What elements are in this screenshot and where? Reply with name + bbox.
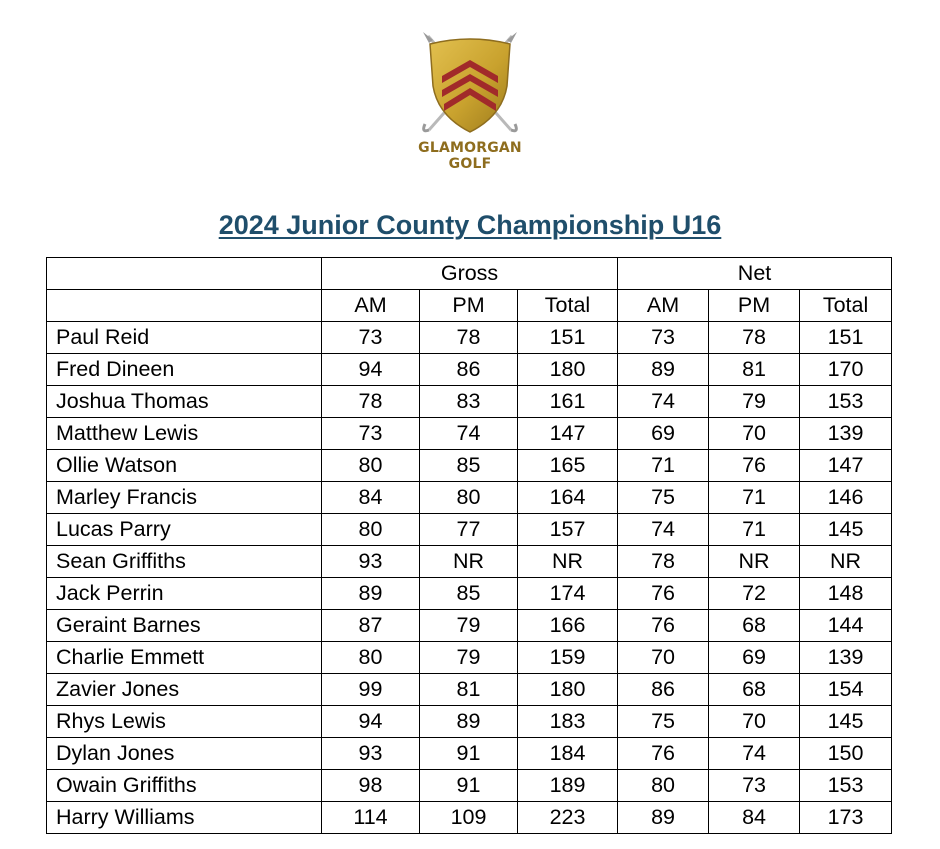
gross-pm-cell: 89: [420, 706, 518, 738]
table-row: [47, 482, 892, 514]
logo-text: GLAMORGAN GOLF: [418, 140, 522, 172]
net-am-cell: 74: [618, 386, 709, 418]
gross-am-cell: 87: [322, 610, 420, 642]
net-am-cell: 76: [618, 738, 709, 770]
table-row: [47, 386, 892, 418]
player-name-cell: Owain Griffiths: [47, 770, 322, 802]
crest-shield-icon: [398, 30, 542, 140]
net-pm-cell: 71: [709, 482, 800, 514]
player-name-cell: Zavier Jones: [47, 674, 322, 706]
gross-total-cell: 164: [518, 482, 618, 514]
net-pm-cell: 78: [709, 322, 800, 354]
header-cell-blank: [47, 258, 322, 290]
header-net: Net: [618, 258, 892, 290]
net-pm-cell: 71: [709, 514, 800, 546]
player-name-cell: Matthew Lewis: [47, 418, 322, 450]
player-name-cell: Joshua Thomas: [47, 386, 322, 418]
glamorgan-golf-logo: [398, 30, 542, 172]
player-name-cell: Geraint Barnes: [47, 610, 322, 642]
net-pm-cell: 76: [709, 450, 800, 482]
gross-am-cell: 73: [322, 418, 420, 450]
net-total-cell: 145: [800, 706, 892, 738]
gross-total-cell: 151: [518, 322, 618, 354]
player-name-cell: Dylan Jones: [47, 738, 322, 770]
table-row: [47, 642, 892, 674]
gross-pm-cell: NR: [420, 546, 518, 578]
gross-am-cell: 93: [322, 546, 420, 578]
net-total-cell: 150: [800, 738, 892, 770]
net-am-cell: 76: [618, 578, 709, 610]
gross-total-cell: 166: [518, 610, 618, 642]
net-am-cell: 86: [618, 674, 709, 706]
net-total-cell: 173: [800, 802, 892, 834]
table-row: [47, 738, 892, 770]
net-pm-cell: 68: [709, 674, 800, 706]
gross-total-cell: 147: [518, 418, 618, 450]
net-total-cell: 151: [800, 322, 892, 354]
gross-am-cell: 73: [322, 322, 420, 354]
gross-am-cell: 80: [322, 642, 420, 674]
table-row: [47, 546, 892, 578]
player-name-cell: Lucas Parry: [47, 514, 322, 546]
player-name-cell: Fred Dineen: [47, 354, 322, 386]
gross-pm-cell: 91: [420, 770, 518, 802]
net-am-cell: 89: [618, 354, 709, 386]
net-pm-cell: NR: [709, 546, 800, 578]
net-pm-cell: 70: [709, 418, 800, 450]
net-pm-cell: 72: [709, 578, 800, 610]
net-total-cell: 170: [800, 354, 892, 386]
gross-total-cell: 184: [518, 738, 618, 770]
gross-am-cell: 78: [322, 386, 420, 418]
table-row: [47, 450, 892, 482]
net-am-cell: 73: [618, 322, 709, 354]
net-total-cell: 147: [800, 450, 892, 482]
gross-pm-cell: 74: [420, 418, 518, 450]
net-am-cell: 78: [618, 546, 709, 578]
gross-am-cell: 93: [322, 738, 420, 770]
net-am-cell: 80: [618, 770, 709, 802]
player-name-cell: Harry Williams: [47, 802, 322, 834]
net-total-cell: 154: [800, 674, 892, 706]
page-title: 2024 Junior County Championship U16: [218, 210, 722, 240]
header-gross: Gross: [322, 258, 618, 290]
gross-pm-cell: 77: [420, 514, 518, 546]
net-total-cell: 146: [800, 482, 892, 514]
player-name-cell: Charlie Emmett: [47, 642, 322, 674]
gross-total-cell: 161: [518, 386, 618, 418]
gross-am-cell: 84: [322, 482, 420, 514]
gross-total-cell: NR: [518, 546, 618, 578]
net-total-cell: 139: [800, 642, 892, 674]
scores-table: [46, 257, 892, 834]
sub-header-net-total: Total: [800, 290, 892, 322]
sub-header-row: [47, 290, 892, 322]
table-row: [47, 514, 892, 546]
net-am-cell: 76: [618, 610, 709, 642]
net-pm-cell: 81: [709, 354, 800, 386]
table-row: [47, 802, 892, 834]
table-row: [47, 706, 892, 738]
gross-am-cell: 99: [322, 674, 420, 706]
net-am-cell: 71: [618, 450, 709, 482]
net-am-cell: 75: [618, 706, 709, 738]
sub-header-gross-pm: PM: [420, 290, 518, 322]
table-row: [47, 418, 892, 450]
sub-header-gross-am: AM: [322, 290, 420, 322]
gross-pm-cell: 81: [420, 674, 518, 706]
gross-pm-cell: 79: [420, 642, 518, 674]
net-pm-cell: 68: [709, 610, 800, 642]
gross-am-cell: 114: [322, 802, 420, 834]
net-total-cell: 148: [800, 578, 892, 610]
player-name-cell: Rhys Lewis: [47, 706, 322, 738]
player-name-cell: Paul Reid: [47, 322, 322, 354]
gross-am-cell: 94: [322, 706, 420, 738]
gross-pm-cell: 78: [420, 322, 518, 354]
gross-pm-cell: 85: [420, 578, 518, 610]
group-header-row: [47, 258, 892, 290]
sub-header-net-am: AM: [618, 290, 709, 322]
net-pm-cell: 79: [709, 386, 800, 418]
table-row: [47, 610, 892, 642]
gross-pm-cell: 80: [420, 482, 518, 514]
table-row: [47, 770, 892, 802]
net-pm-cell: 73: [709, 770, 800, 802]
player-name-cell: Sean Griffiths: [47, 546, 322, 578]
net-total-cell: NR: [800, 546, 892, 578]
player-name-cell: Jack Perrin: [47, 578, 322, 610]
gross-total-cell: 165: [518, 450, 618, 482]
net-am-cell: 70: [618, 642, 709, 674]
gross-total-cell: 180: [518, 354, 618, 386]
table-row: [47, 578, 892, 610]
gross-pm-cell: 91: [420, 738, 518, 770]
table-row: [47, 354, 892, 386]
gross-total-cell: 189: [518, 770, 618, 802]
net-pm-cell: 70: [709, 706, 800, 738]
table-row: [47, 322, 892, 354]
gross-total-cell: 157: [518, 514, 618, 546]
gross-am-cell: 89: [322, 578, 420, 610]
player-name-cell: Ollie Watson: [47, 450, 322, 482]
gross-pm-cell: 86: [420, 354, 518, 386]
table-row: [47, 674, 892, 706]
gross-pm-cell: 83: [420, 386, 518, 418]
gross-am-cell: 80: [322, 514, 420, 546]
net-total-cell: 153: [800, 386, 892, 418]
net-am-cell: 75: [618, 482, 709, 514]
gross-pm-cell: 85: [420, 450, 518, 482]
net-pm-cell: 84: [709, 802, 800, 834]
net-am-cell: 74: [618, 514, 709, 546]
gross-total-cell: 180: [518, 674, 618, 706]
gross-total-cell: 159: [518, 642, 618, 674]
net-total-cell: 144: [800, 610, 892, 642]
sub-header-net-pm: PM: [709, 290, 800, 322]
gross-pm-cell: 109: [420, 802, 518, 834]
net-pm-cell: 69: [709, 642, 800, 674]
net-total-cell: 145: [800, 514, 892, 546]
player-name-cell: Marley Francis: [47, 482, 322, 514]
net-pm-cell: 74: [709, 738, 800, 770]
sub-header-blank: [47, 290, 322, 322]
gross-total-cell: 223: [518, 802, 618, 834]
net-am-cell: 89: [618, 802, 709, 834]
gross-am-cell: 98: [322, 770, 420, 802]
gross-total-cell: 183: [518, 706, 618, 738]
gross-am-cell: 94: [322, 354, 420, 386]
gross-am-cell: 80: [322, 450, 420, 482]
net-total-cell: 139: [800, 418, 892, 450]
gross-pm-cell: 79: [420, 610, 518, 642]
net-total-cell: 153: [800, 770, 892, 802]
gross-total-cell: 174: [518, 578, 618, 610]
net-am-cell: 69: [618, 418, 709, 450]
sub-header-gross-total: Total: [518, 290, 618, 322]
